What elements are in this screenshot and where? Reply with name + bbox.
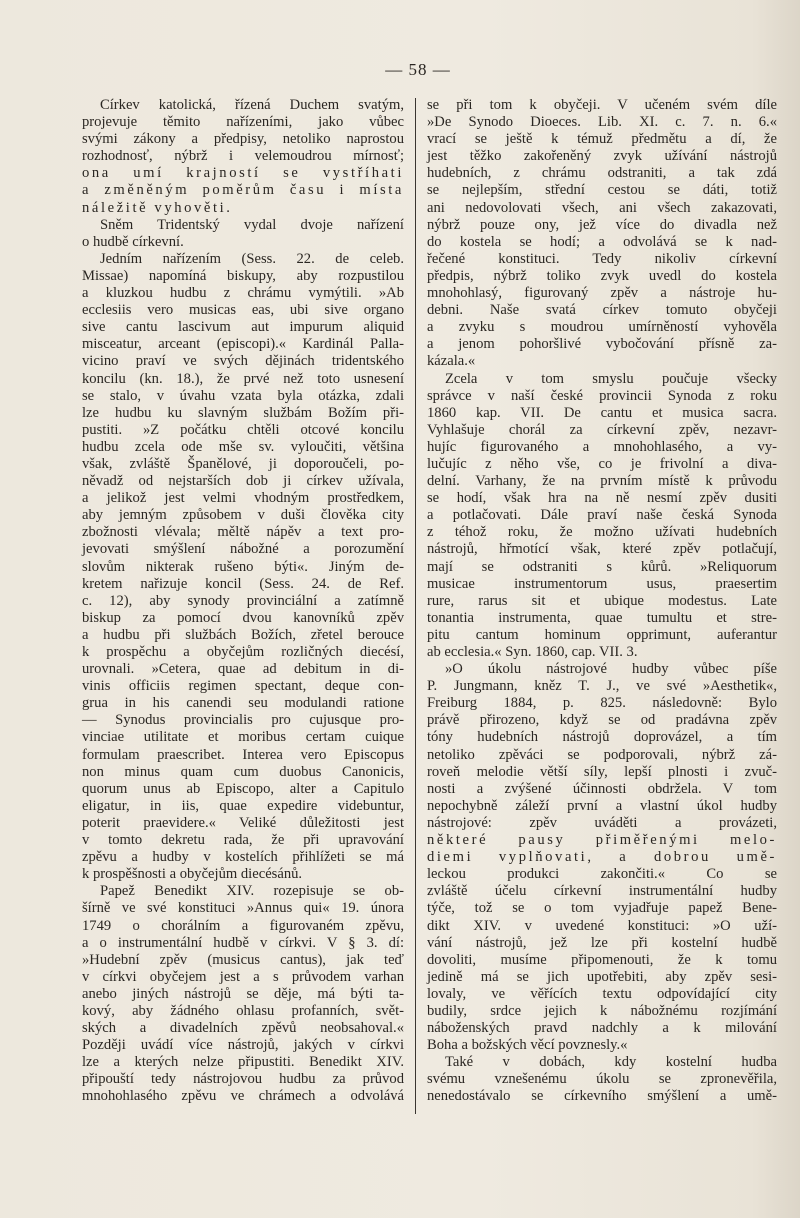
text-line: biskup za pomocí dvou kanovníků zpěv — [82, 609, 404, 626]
text-line: ona umí krajností se vystříhati — [82, 165, 404, 182]
text-line: 1860 kap. VII. De cantu et musica sacra. — [427, 404, 777, 421]
text-line: lovaly, ve věřících textu odpovídající city — [427, 985, 777, 1002]
text-line: lze hudbu ku slavným službám Božím při- — [82, 404, 404, 421]
text-line: a zvyku s moudrou umírněností vyhověla — [427, 319, 777, 336]
text-line: poterit praevidere.« Veliké důležitosti jest — [82, 814, 404, 831]
text-line: dovoliti, musíme připomenouti, že k tomu — [427, 951, 777, 968]
text-line: ecclesiis vero musicas eas, ubi sive organo — [82, 302, 404, 319]
text-line: a o instrumentální hudbě v církvi. V § 3. dí: — [82, 934, 404, 951]
text-line: a kluzkou hudbu z chrámu vymýtili. »Ab — [82, 285, 404, 302]
text-line: Jedním nařízením (Sess. 22. de celeb. — [100, 250, 404, 267]
text-line: Sněm Tridentský vydal dvoje nařízení — [100, 216, 404, 233]
left-column — [82, 97, 404, 1106]
text-line: zbožnosti vlévala; měltě nápěv a text pro- — [82, 524, 404, 541]
text-line: »Hudební zpěv (musicus cantus), jak teď — [82, 951, 404, 968]
text-line: — Synodus provincialis pro cujusque pro- — [82, 712, 404, 729]
text-line: rozhodnosť, nýbrž i velemoudrou mírnosť; — [82, 148, 404, 165]
text-line: koncilu (kn. 18.), že prvé než toto usnesení — [82, 370, 404, 387]
text-line: P. Jungmann, kněz T. J., ve své »Aesthetik«, — [427, 678, 777, 695]
text-line: musicae instrumentorum usus, praesertim — [427, 575, 777, 592]
column-divider — [415, 98, 416, 1114]
text-line: hudbu zcela ode mše sv. vyloučiti, většina — [82, 438, 404, 455]
right-column — [427, 97, 777, 1106]
text-line: ab ecclesia.« Syn. 1860, cap. VII. 3. — [427, 644, 638, 660]
text-line: týče, tož se o tom vyjadřuje papež Bene- — [427, 900, 777, 917]
text-line: se stalo, v úvahu vzata byla otázka, zdali — [82, 387, 404, 404]
text-line: něvadž od nejstarších dob ji církev užívala, — [82, 473, 404, 490]
text-line: delní. Varhany, že na prvním místě k průvodu — [427, 473, 777, 490]
text-line: jevovati smýšlení nábožné a porozumění — [82, 541, 404, 558]
text-line: formulam praescribet. Interea vero Episcopus — [82, 746, 404, 763]
text-line: Freiburg 1884, p. 825. následovně: Bylo — [427, 695, 777, 712]
text-line: k prospěchu a obyčejům rozličných diecésí, — [82, 644, 404, 660]
text-line: v tomto dekretu rada, že při upravování — [82, 832, 404, 849]
text-line: však, zvláště Španělové, ji doporoučeli, po- — [82, 455, 404, 472]
text-line: nepochybně záleží první a vlastní úkol hudby — [427, 797, 777, 814]
text-line: non minus quam cum duobus Canonicis, — [82, 763, 404, 780]
text-line: a jelikož jest velmi vhodným prostředkem, — [82, 490, 404, 507]
text-line: Církev katolická, řízená Duchem svatým, — [100, 97, 404, 113]
text-line: Boha a božských věcí povznesly.« — [427, 1037, 628, 1054]
text-line: řečené konstituci. Tedy nikoliv církevní — [427, 250, 777, 267]
text-line: a potlačovati. Dále praví naše česká Synoda — [427, 507, 777, 524]
text-line: v církvi obyčejem jest a s průvodem varhan — [82, 968, 404, 985]
text-line: některé pausy přiměřenými melo- — [427, 832, 777, 849]
text-line: nosti a zvýšené účinnosti obdržela. V tom — [427, 780, 777, 797]
text-line: a změněným poměrům času i místa — [82, 182, 404, 199]
text-line: sive cantu lascivum aut impurum aliquid — [82, 319, 404, 336]
text-line: k prospěšnosti a obyčejům diecésánů. — [82, 866, 303, 883]
text-line: kový, aby žádného ohlasu profanních, svět- — [82, 1002, 404, 1019]
text-line: předpis, nýbrž toliko zvyk uvedl do kostela — [427, 267, 777, 284]
text-line: mají se odstraniti s kůrů. »Reliquorum — [427, 558, 777, 575]
text-line: jest těžko zakořeněný zvyk užívání nástrojů — [427, 148, 777, 165]
text-line: Také v dobách, kdy kostelní hudba — [445, 1054, 777, 1071]
text-line: mnohohlasý, figurovaný zpěv a nástroje hu- — [427, 285, 777, 302]
text-line: dikt XIV. v uvedené konstituci: »O uží- — [427, 917, 777, 934]
text-line: ani nedovolovati všech, ani všech zakazovati, — [427, 199, 777, 216]
text-line: náboženských pravd nadchly a k milování — [427, 1020, 777, 1037]
text-line: netoliko zpěváci se podporovali, nýbrž zá- — [427, 746, 777, 763]
text-line: vání nástrojů, jež lze při kostelní hudbě — [427, 934, 777, 951]
text-line: roveň melodie větší síly, lepší plnosti i zvuč- — [427, 763, 777, 780]
text-line: do kostela se hodí; a odvolává se k nad- — [427, 233, 777, 250]
text-line: projevuje těmito nařízeními, jako vůbec — [82, 114, 404, 131]
text-line: pitu cantum hominum opprimunt, auferantur — [427, 626, 777, 643]
text-line: slovům nikterak rušeno býti«. Jiným de- — [82, 558, 404, 575]
text-line: se nejlepším, střední cestou se dáti, totiž — [427, 182, 777, 199]
text-line: hudebních, z chrámu odstraniti, a tak zdá — [427, 165, 777, 182]
text-line: grua in his canendi seu modulandi ratione — [82, 695, 404, 712]
text-line: Vyhlašuje chorál za církevní zpěv, nezavr- — [427, 421, 777, 438]
text-line: a jenom pohoršlivé vybočování přísně za- — [427, 336, 777, 353]
text-line: a hudbu při službách Božích, zřetel berouce — [82, 626, 404, 643]
text-line: pustiti. »Z počátku chtěli otcové koncilu — [82, 421, 404, 438]
text-line: quorum unus ab Episcopo, alter a Capitulo — [82, 780, 404, 797]
text-line: nýbrž pouze ony, jež více do divadla než — [427, 216, 777, 233]
text-line: kázala.« — [427, 353, 476, 370]
text-line: »De Synodo Dioeces. Lib. XI. c. 7. n. 6.« — [427, 114, 777, 131]
text-line: právě přirozeno, když se od pradávna zpěv — [427, 712, 777, 729]
text-line: vicino praví ve svých dějinách tridentského — [82, 353, 404, 370]
text-line: »O úkolu nástrojové hudby vůbec píše — [445, 661, 777, 678]
text-line: diemi vyplňovati, a dobrou umě- — [427, 849, 777, 866]
text-line: misceatur, arceant (episcopi).« Kardinál Palla- — [82, 336, 404, 353]
text-line: rure, rarus sit et ubique modestus. Late — [427, 592, 777, 609]
text-line: nástrojové: zpěv uváděti a provázeti, — [427, 814, 777, 831]
text-line: Zcela v tom smyslu poučuje všecky — [445, 370, 777, 387]
text-line: zpěvu a hudby v kostelích přihlížeti se má — [82, 849, 404, 866]
text-line: připouští tedy nástrojovou hudbu za průvod — [82, 1071, 404, 1088]
text-line: vinciae utilitate et moribus certam cuique — [82, 729, 404, 746]
page-number: — 58 — — [385, 60, 451, 79]
text-line: jedině má se jich upotřebiti, aby zpěv sesi- — [427, 968, 777, 985]
text-line: debni. Naše svatá církev tomuto obyčeji — [427, 302, 777, 319]
text-line: Missae) napomíná biskupy, aby rozpustilou — [82, 267, 404, 284]
text-line: Papež Benedikt XIV. rozepisuje se ob- — [100, 883, 404, 900]
text-line: nástrojů, hřmotící však, které zpěv potlačují, — [427, 541, 777, 558]
text-line: správce v naší české provincii Synoda z roku — [427, 387, 777, 404]
text-line: urovnali. »Cetera, quae ad debitum in di- — [82, 661, 404, 678]
text-line: 1749 o chorálním a figurovaném zpěvu, — [82, 917, 404, 934]
text-line: Později uvádí více nástrojů, jakých v církvi — [82, 1037, 404, 1054]
text-line: leckou produkci zakončiti.« Co se — [427, 866, 777, 883]
text-line: svými zákony a předpisy, netoliko naprostou — [82, 131, 404, 148]
text-line: lze a kterých nelze připustiti. Benedikt XIV. — [82, 1054, 404, 1071]
text-line: budily, srdce jejich k nábožnému rozjímání — [427, 1002, 777, 1019]
text-line: tóny hudebních nástrojů doprovázel, a tím — [427, 729, 777, 746]
text-line: tonantia instrumenta, quae tumultu et stre- — [427, 609, 777, 626]
text-line: kretem nařizuje koncil (Sess. 24. de Ref. — [82, 575, 404, 592]
text-line: aby jemným způsobem v duši člověka city — [82, 507, 404, 524]
text-line: se hodí, však hra na ně nesmí zpěv dusiti — [427, 490, 777, 507]
text-line: se při tom k obyčeji. V učeném svém díle — [427, 97, 777, 113]
text-line: nenedostávalo se církevního smýšlení a umě- — [427, 1088, 777, 1105]
text-line: zvláště účelu církevní instrumentální hudby — [427, 883, 777, 900]
text-line: vinis officiis regimen spectant, deque con- — [82, 678, 404, 695]
text-line: z téhož roku, že možno užívati hudebních — [427, 524, 777, 541]
text-line: svému vznešenému úkolu se zpronevěřila, — [427, 1071, 777, 1088]
text-line: vrací se ještě k témuž předmětu a dí, že — [427, 131, 777, 148]
text-line: lučujíc z něho vše, co je frivolní a diva- — [427, 455, 777, 472]
text-line: šírně ve své konstituci »Annus qui« 19. února — [82, 900, 404, 917]
text-line: c. 12), aby synody provinciální a zatímně — [82, 592, 404, 609]
text-line: hujíc figurovaného a mnohohlasého, a vy- — [427, 438, 777, 455]
text-line: ských a divadelních zpěvů neobsahoval.« — [82, 1020, 404, 1037]
text-line: anebo jiných nástrojů se děje, má býti ta- — [82, 985, 404, 1002]
text-line: o hudbě církevní. — [82, 233, 184, 250]
text-line: náležitě vyhověti. — [82, 199, 233, 216]
text-line: eligatur, in iis, quae expedire videbuntur, — [82, 797, 404, 814]
text-line: mnohohlasého zpěvu ve chrámech a odvolává — [82, 1088, 404, 1105]
